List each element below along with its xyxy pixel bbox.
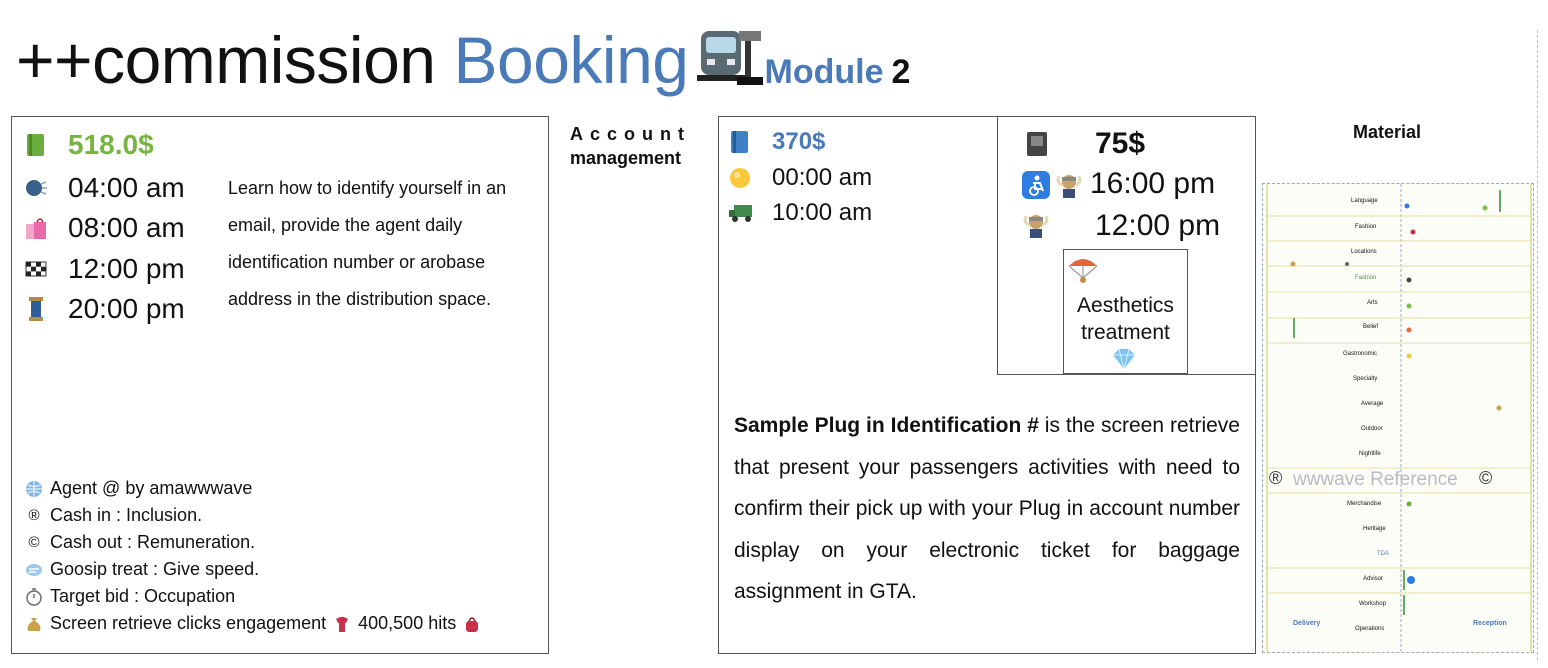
time-value: 12:00 pm — [68, 253, 185, 284]
sample-rest: is the screen retrieve that present your passengers activities with need to confirm their pick up with your Plug in account number display on your electronic ticket for baggage assignment in GTA. — [734, 414, 1240, 603]
delivery-truck-icon — [728, 201, 752, 225]
left-amount-row — [24, 129, 154, 161]
title-module: Module — [764, 53, 884, 91]
viking-icon — [1054, 170, 1084, 205]
tram-icon — [693, 25, 765, 92]
map-label: Heritage — [1363, 526, 1386, 532]
time-value: 08:00 am — [68, 212, 185, 243]
account-label-line1: Account — [570, 124, 691, 144]
legend-item — [24, 505, 202, 526]
page-title — [16, 22, 910, 102]
time-row — [24, 293, 185, 325]
title-booking: Booking — [453, 23, 689, 97]
green-book-icon — [24, 133, 48, 157]
legend-text: Screen retrieve clicks engagement — [50, 613, 327, 633]
time-row — [24, 253, 185, 285]
inner-amount: 75$ — [1095, 127, 1146, 160]
material-map-graphic — [1263, 184, 1534, 653]
map-footer-left: Delivery — [1293, 620, 1321, 627]
map-label: Gastronomic — [1343, 351, 1378, 357]
aesthetics-label: Aesthetics treatment — [1077, 294, 1174, 344]
material-title: Material — [1353, 122, 1422, 142]
parachute-icon — [1067, 254, 1099, 291]
legend-text: Cash out : Remuneration. — [50, 532, 256, 552]
map-label: Specialty — [1353, 376, 1378, 382]
map-label: Operations — [1355, 626, 1385, 632]
yellow-circle-icon — [728, 166, 752, 190]
watermark: wwwave Reference — [1293, 469, 1458, 490]
thread-spool-icon — [24, 297, 48, 321]
sample-bold: Sample Plug in Identification # — [734, 414, 1039, 437]
black-notebook-icon — [1024, 130, 1050, 158]
mid-amount-row — [728, 128, 825, 156]
left-description: Learn how to identify yourself in an email, provide the agent daily identification number or arobase address in the distribution space. — [228, 178, 507, 309]
legend-item — [24, 586, 235, 607]
time-row — [24, 212, 185, 244]
map-label: Average — [1361, 401, 1384, 407]
map-label: Advisor — [1363, 576, 1384, 582]
map-label: Belief — [1363, 324, 1379, 330]
right-divider — [1537, 30, 1538, 660]
globe-icon — [24, 479, 44, 499]
map-label: Outdoor — [1361, 426, 1383, 432]
copyright-icon: © — [28, 534, 40, 551]
mid-amount: 370$ — [772, 128, 826, 155]
time-value: 04:00 am — [68, 172, 185, 203]
mid-time-row — [728, 199, 872, 227]
legend-item — [24, 532, 255, 553]
map-footer-right: Reception — [1473, 620, 1507, 627]
map-label: Workshop — [1359, 601, 1386, 607]
map-label: Fashion — [1355, 224, 1377, 230]
title-number: 2 — [891, 53, 911, 91]
material-map — [1262, 183, 1534, 653]
legend-text: Agent @ by amawwwave — [50, 478, 253, 498]
mid-time-row — [728, 164, 872, 192]
map-label: Nightlife — [1359, 451, 1381, 457]
time-row — [24, 172, 185, 204]
map-label: Locations — [1351, 249, 1377, 255]
left-amount: 518.0$ — [68, 129, 154, 160]
mid-time2: 10:00 am — [772, 199, 873, 226]
registered-icon: ® — [1269, 468, 1283, 488]
mid-time1: 00:00 am — [772, 164, 873, 191]
map-label: TDA — [1377, 551, 1389, 557]
legend-text: Goosip treat : Give speed. — [50, 559, 260, 579]
sample-description — [734, 405, 1240, 613]
stopwatch-icon — [24, 587, 44, 607]
copyright-icon: © — [1479, 468, 1493, 488]
map-label: Arts — [1367, 300, 1378, 306]
inner-time2: 12:00 pm — [1095, 209, 1221, 242]
red-shirt-icon — [332, 614, 352, 634]
gem-icon — [1110, 347, 1138, 376]
blue-book-icon — [728, 130, 752, 154]
legend-text: Cash in : Inclusion. — [50, 505, 203, 525]
red-bag-icon — [462, 614, 482, 634]
map-label: Language — [1351, 198, 1378, 204]
legend-item — [24, 613, 488, 634]
accessibility-icon — [1021, 170, 1051, 205]
money-bag-icon — [24, 614, 44, 634]
speaking-head-icon — [24, 176, 48, 200]
map-label: Fashion — [1355, 275, 1377, 281]
time-value: 20:00 pm — [68, 293, 185, 324]
map-label: Merchandise — [1347, 501, 1382, 507]
legend-item — [24, 478, 252, 499]
legend-item — [24, 559, 259, 580]
legend-text: Target bid : Occupation — [50, 586, 236, 606]
title-main: ++commission — [16, 23, 436, 97]
inner-time1: 16:00 pm — [1090, 167, 1216, 200]
shopping-bags-icon — [24, 216, 48, 240]
registered-icon: ® — [28, 507, 40, 524]
account-management-label — [570, 122, 691, 170]
account-label-line2: management — [570, 148, 682, 168]
viking-icon — [1021, 210, 1051, 245]
hits-count: 400,500 hits — [358, 613, 457, 633]
gossip-icon — [24, 560, 44, 580]
checkered-flag-icon — [24, 257, 48, 281]
